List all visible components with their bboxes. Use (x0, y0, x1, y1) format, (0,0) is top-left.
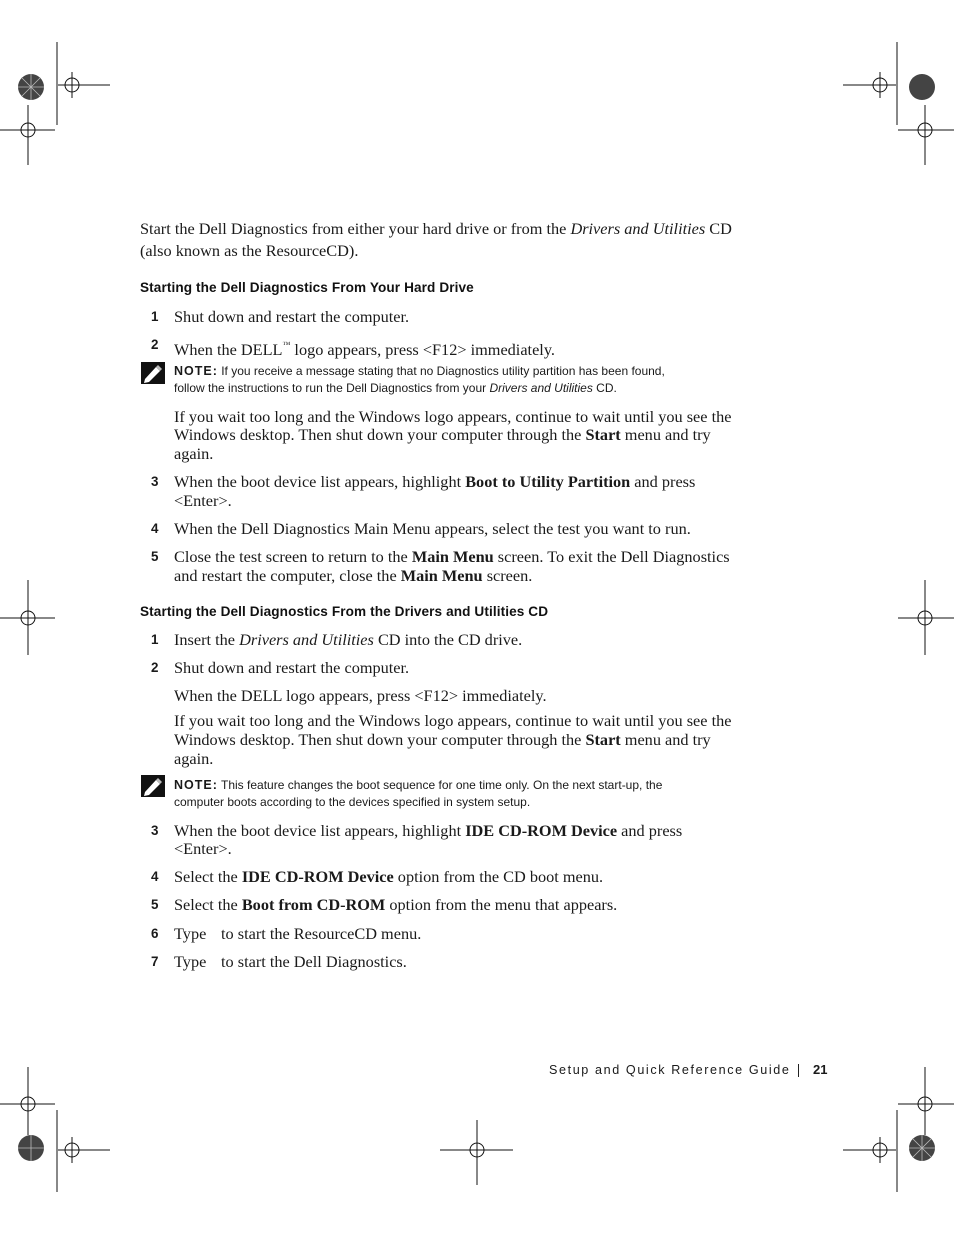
ui-option-label: Boot to Utility Partition (465, 472, 631, 491)
step-text (174, 472, 695, 491)
step-text-part: Select the (174, 895, 242, 914)
intro-text: Start the Dell Diagnostics from either your hard drive or from the (140, 219, 571, 238)
step-number: 2 (151, 660, 159, 675)
intro-italic: Drivers and Utilities (570, 219, 706, 238)
page-number: 21 (813, 1062, 828, 1077)
para-line (174, 730, 711, 749)
note-label: NOTE: (174, 778, 218, 792)
step-text-part: CD into the CD drive. (373, 630, 523, 649)
para-line: If you wait too long and the Windows logo appears, continue to wait until you see the (174, 407, 732, 426)
note-text: This feature changes the boot sequence for one time only. On the next start-up, the (217, 778, 663, 792)
step-number: 3 (151, 823, 159, 838)
note-line-1 (174, 363, 665, 380)
intro-text-end: CD (705, 219, 732, 238)
step-number: 7 (151, 954, 159, 969)
intro-line-2: (also known as the ResourceCD). (140, 241, 359, 260)
intro-line-1 (140, 219, 732, 238)
step-text-part: When the boot device list appears, highlight (174, 472, 466, 491)
note-text: If you receive a message stating that no Diagnostics utility partition has been found, (217, 364, 665, 378)
para-text: menu and try (620, 425, 711, 444)
step-text-cont: <Enter>. (174, 839, 232, 858)
para-text: Windows desktop. Then shut down your computer through the (174, 425, 586, 444)
step-text: When the Dell Diagnostics Main Menu appears, select the test you want to run. (174, 519, 691, 538)
step-text (174, 335, 555, 359)
ui-start-label: Start (585, 730, 621, 749)
para-text: menu and try (620, 730, 711, 749)
footer-title: Setup and Quick Reference Guide (549, 1063, 791, 1077)
step-text (174, 547, 730, 566)
step-text-part: screen. To exit the Dell Diagnostics (493, 547, 730, 566)
step-text-part: and press (617, 821, 683, 840)
para-line (174, 425, 711, 444)
step-text-part: Close the test screen to return to the (174, 547, 412, 566)
note-pencil-icon (141, 775, 165, 797)
note-line-2: computer boots according to the devices specified in system setup. (174, 795, 531, 809)
ui-option-label: Boot from CD-ROM (241, 895, 386, 914)
step-text (174, 895, 617, 914)
step-number: 5 (151, 549, 159, 564)
step-text-part: option from the menu that appears. (385, 895, 618, 914)
step-number: 5 (151, 897, 159, 912)
step-number: 1 (151, 632, 159, 647)
step-text: to start the Dell Diagnostics. (221, 952, 407, 971)
step-text (174, 867, 603, 886)
step-text-part: Select the (174, 867, 242, 886)
step-number: 4 (151, 521, 159, 536)
trademark-symbol: ™ (282, 340, 291, 349)
step-number: 2 (151, 337, 159, 352)
step-text-part: Insert the (174, 630, 240, 649)
step-number: 4 (151, 869, 159, 884)
note-italic: Drivers and Utilities (489, 381, 593, 395)
para-line: again. (174, 444, 214, 463)
para-line: When the DELL logo appears, press <F12> immediately. (174, 686, 547, 705)
step-text: Shut down and restart the computer. (174, 307, 410, 326)
step-text (174, 630, 522, 649)
step-italic: Drivers and Utilities (239, 630, 374, 649)
step-number: 6 (151, 926, 159, 941)
footer-divider (798, 1064, 799, 1077)
note-text: CD. (592, 381, 617, 395)
note-text: follow the instructions to run the Dell Diagnostics from your (174, 381, 490, 395)
step-text: Shut down and restart the computer. (174, 658, 410, 677)
step-text-part: screen. (482, 566, 533, 585)
para-line: again. (174, 749, 214, 768)
ui-start-label: Start (585, 425, 621, 444)
step-text-part: When the boot device list appears, highlight (174, 821, 466, 840)
step-text-type: Type (174, 924, 207, 943)
step-text-part: and restart the computer, close the (174, 566, 401, 585)
section-heading-hard-drive: Starting the Dell Diagnostics From Your Hard Drive (140, 280, 474, 295)
note-line-1 (174, 777, 662, 794)
step-number: 1 (151, 309, 159, 324)
para-line: If you wait too long and the Windows logo appears, continue to wait until you see the (174, 711, 732, 730)
ui-main-menu-label: Main Menu (400, 566, 483, 585)
ui-option-label: IDE CD-ROM Device (241, 867, 394, 886)
note-line-2 (174, 380, 617, 397)
note-label: NOTE: (174, 364, 218, 378)
step-number: 3 (151, 474, 159, 489)
step-text-part: logo appears, press <F12> immediately. (290, 340, 555, 359)
step-text-type: Type (174, 952, 207, 971)
step-text-part: When the DELL (174, 340, 283, 359)
step-text-part: option from the CD boot menu. (393, 867, 604, 886)
step-text-cont: <Enter>. (174, 491, 232, 510)
step-text: to start the ResourceCD menu. (221, 924, 422, 943)
step-text-cont (174, 566, 532, 585)
step-text-part: and press (630, 472, 696, 491)
section-heading-cd: Starting the Dell Diagnostics From the Drivers and Utilities CD (140, 604, 549, 619)
step-text (174, 821, 682, 840)
para-text: Windows desktop. Then shut down your computer through the (174, 730, 586, 749)
ui-option-label: IDE CD-ROM Device (465, 821, 618, 840)
ui-main-menu-label: Main Menu (411, 547, 494, 566)
note-pencil-icon (141, 362, 165, 384)
